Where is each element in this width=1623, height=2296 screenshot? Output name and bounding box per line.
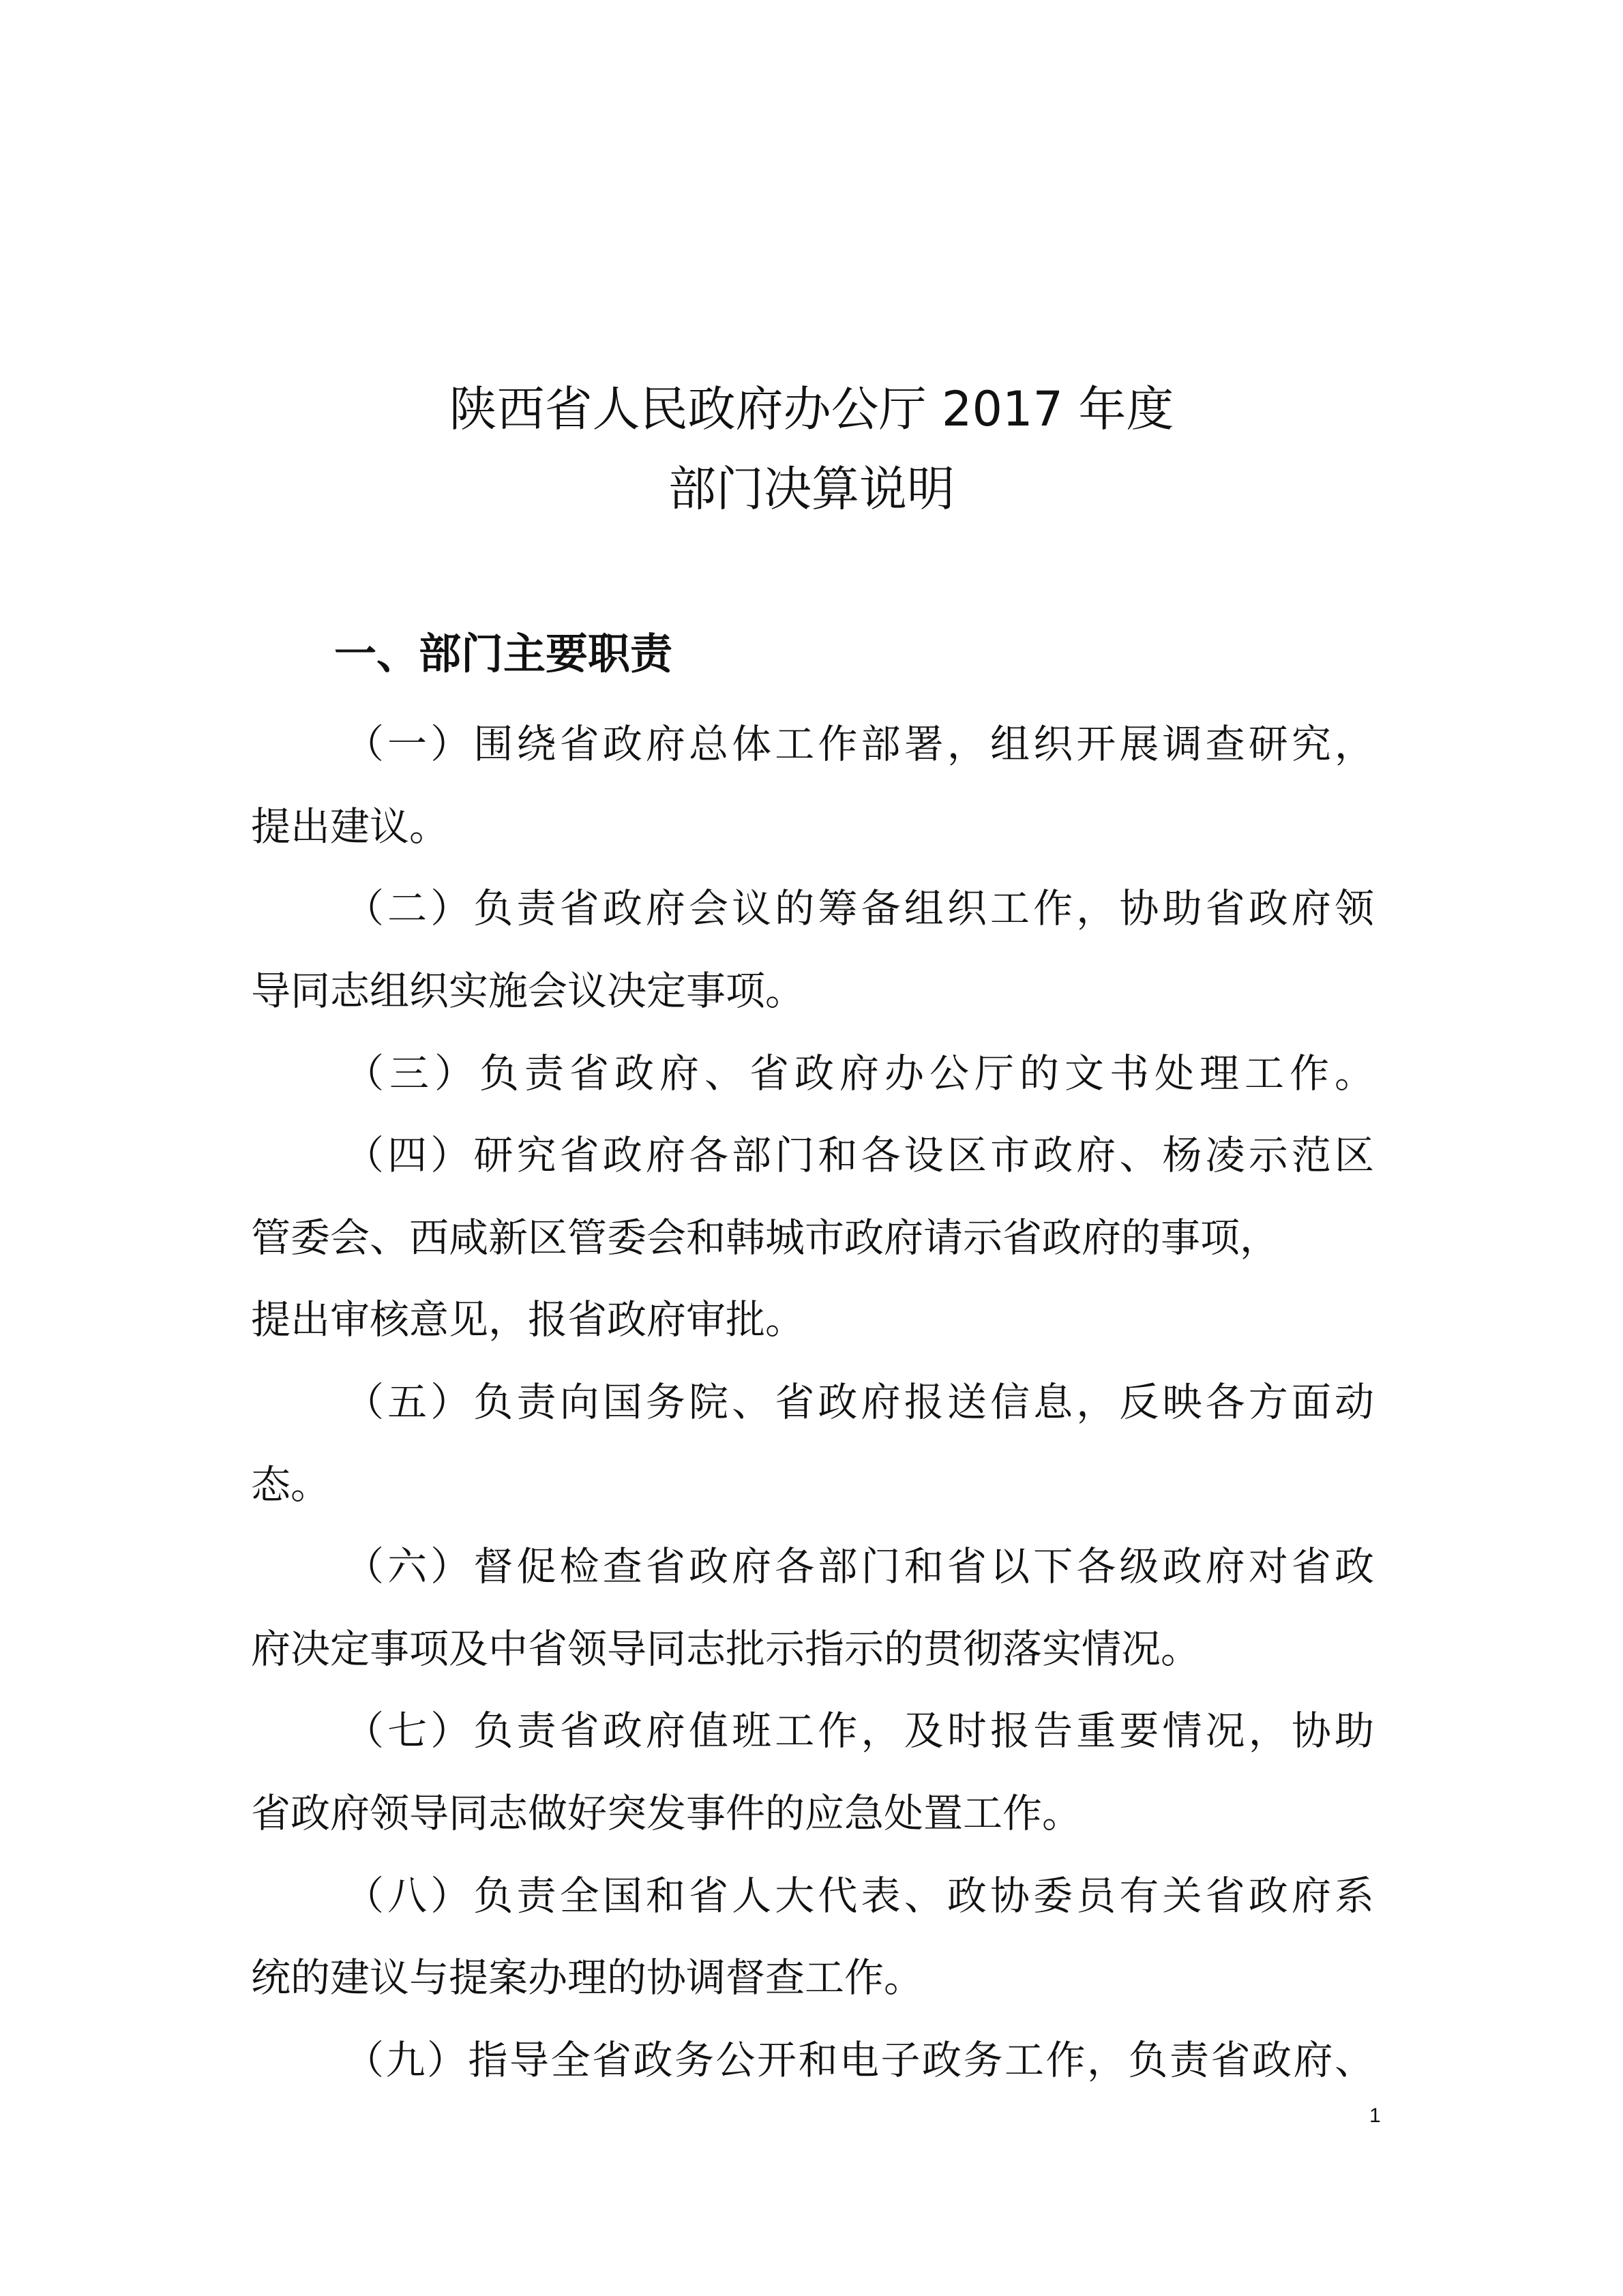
- paragraph-line: 府决定事项及中省领导同志批示指示的贯彻落实情况。: [251, 1626, 1201, 1672]
- paragraph-line: 导同志组织实施会议决定事项。: [251, 968, 805, 1014]
- page-number: 1: [1369, 2104, 1381, 2127]
- paragraph-line: （三）负责省政府、省政府办公厅的文书处理工作。: [344, 1050, 1374, 1097]
- document-title-line-1: 陕西省人民政府办公厅 2017 年度: [449, 381, 1174, 437]
- paragraph-line: （二）负责省政府会议的筹备组织工作，协助省政府领: [344, 885, 1374, 931]
- paragraph-line: （一）围绕省政府总体工作部署，组织开展调查研究，: [344, 721, 1374, 767]
- paragraph-line: 提出审核意见，报省政府审批。: [251, 1296, 805, 1343]
- section-heading: 一、部门主要职责: [334, 629, 673, 679]
- paragraph-line: （七）负责省政府值班工作，及时报告重要情况，协助: [344, 1708, 1374, 1754]
- paragraph-line: （八）负责全国和省人大代表、政协委员有关省政府系: [344, 1873, 1374, 1919]
- paragraph-line: 省政府领导同志做好突发事件的应急处置工作。: [251, 1790, 1082, 1836]
- paragraph-line: 提出建议。: [251, 803, 449, 850]
- paragraph-line: （六）督促检查省政府各部门和省以下各级政府对省政: [344, 1543, 1374, 1590]
- paragraph-line: （五）负责向国务院、省政府报送信息，反映各方面动: [344, 1379, 1374, 1425]
- document-title-line-2: 部门决算说明: [668, 461, 955, 517]
- paragraph-line: （四）研究省政府各部门和各设区市政府、杨凌示范区: [344, 1132, 1374, 1178]
- paragraph-line: （九）指导全省政务公开和电子政务工作，负责省政府、: [344, 2037, 1374, 2083]
- paragraph-line: 管委会、西咸新区管委会和韩城市政府请示省政府的事项，: [251, 1214, 1280, 1261]
- paragraph-line: 统的建议与提案办理的协调督查工作。: [251, 1954, 924, 2001]
- paragraph-line: 态。: [251, 1461, 331, 1508]
